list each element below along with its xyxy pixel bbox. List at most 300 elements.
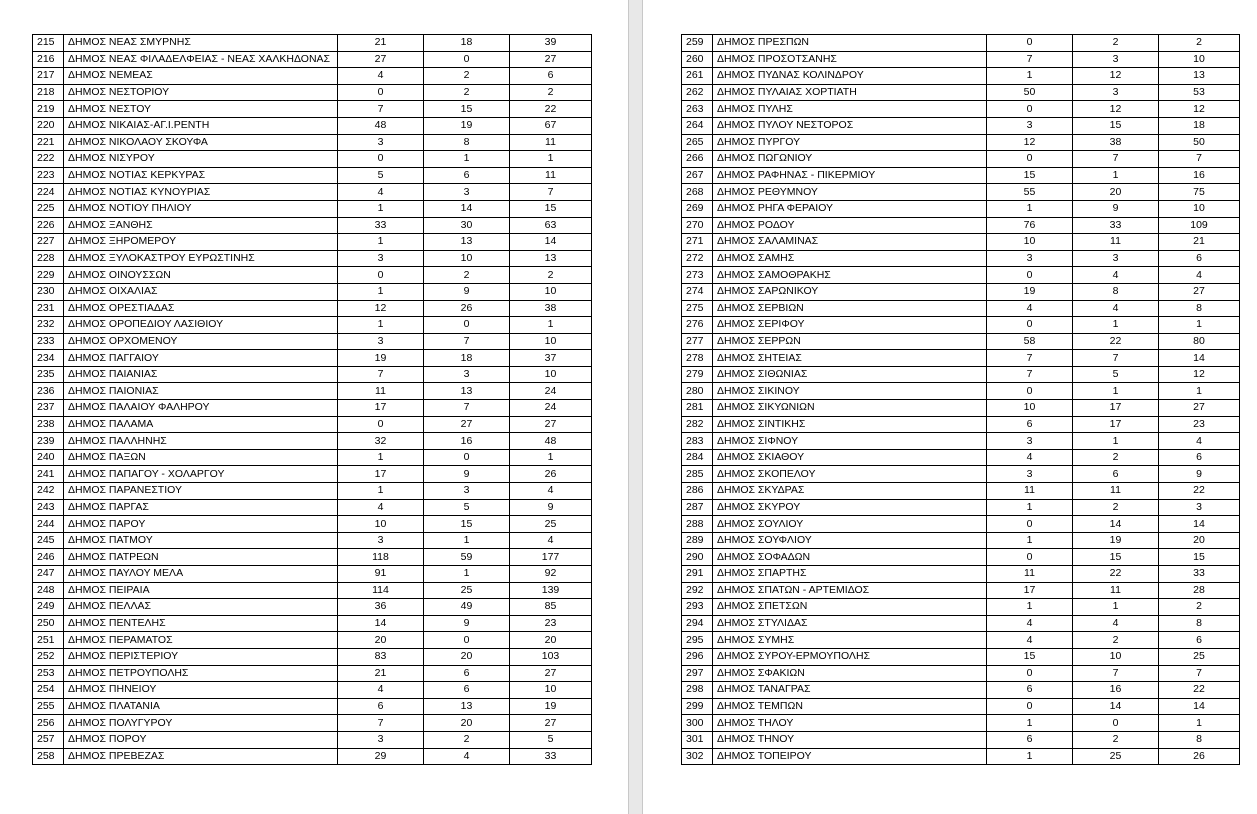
table-row [682, 516, 1240, 533]
municipality-name: ΔΗΜΟΣ ΣΥΡΟΥ-ΕΡΜΟΥΠΟΛΗΣ [713, 648, 987, 665]
municipality-name: ΔΗΜΟΣ ΡΑΦΗΝΑΣ - ΠΙΚΕΡΜΙΟΥ [713, 167, 987, 184]
table-row [682, 433, 1240, 450]
value-col-2: 8 [424, 134, 510, 151]
municipality-name: ΔΗΜΟΣ ΣΑΛΑΜΙΝΑΣ [713, 234, 987, 251]
value-col-2: 20 [424, 648, 510, 665]
value-col-1: 12 [338, 300, 424, 317]
value-col-1: 3 [338, 731, 424, 748]
municipality-name: ΔΗΜΟΣ ΠΥΡΓΟΥ [713, 134, 987, 151]
table-row [33, 234, 592, 251]
municipality-name: ΔΗΜΟΣ ΤΑΝΑΓΡΑΣ [713, 682, 987, 699]
value-col-2: 6 [424, 665, 510, 682]
row-number: 235 [33, 366, 64, 383]
row-number: 299 [682, 698, 713, 715]
value-col-2: 33 [1073, 217, 1159, 234]
row-number: 225 [33, 200, 64, 217]
value-col-2: 7 [1073, 350, 1159, 367]
municipality-name: ΔΗΜΟΣ ΠΑΛΑΙΟΥ ΦΑΛΗΡΟΥ [64, 400, 338, 417]
value-total: 2 [1159, 599, 1240, 616]
municipality-name: ΔΗΜΟΣ ΣΙΚΙΝΟΥ [713, 383, 987, 400]
value-col-1: 91 [338, 566, 424, 583]
table-row [33, 117, 592, 134]
value-col-2: 2 [1073, 632, 1159, 649]
value-col-2: 2 [424, 731, 510, 748]
row-number: 257 [33, 731, 64, 748]
table-row [682, 117, 1240, 134]
value-col-1: 21 [338, 35, 424, 52]
value-col-1: 6 [338, 698, 424, 715]
value-total: 4 [1159, 267, 1240, 284]
municipality-name: ΔΗΜΟΣ ΣΚΥΔΡΑΣ [713, 483, 987, 500]
table-row [33, 184, 592, 201]
row-number: 264 [682, 117, 713, 134]
municipality-table-right [681, 34, 1240, 765]
row-number: 242 [33, 483, 64, 500]
value-total: 63 [510, 217, 592, 234]
value-total: 12 [1159, 366, 1240, 383]
row-number: 270 [682, 217, 713, 234]
value-col-1: 58 [987, 333, 1073, 350]
municipality-name: ΔΗΜΟΣ ΤΕΜΠΩΝ [713, 698, 987, 715]
value-col-2: 2 [424, 84, 510, 101]
row-number: 266 [682, 151, 713, 168]
municipality-name: ΔΗΜΟΣ ΠΑΤΡΕΩΝ [64, 549, 338, 566]
municipality-name: ΔΗΜΟΣ ΣΕΡΙΦΟΥ [713, 317, 987, 334]
row-number: 274 [682, 283, 713, 300]
value-col-1: 3 [338, 333, 424, 350]
value-total: 25 [510, 516, 592, 533]
value-col-1: 0 [338, 84, 424, 101]
value-total: 10 [510, 333, 592, 350]
table-row [682, 499, 1240, 516]
value-total: 21 [1159, 234, 1240, 251]
municipality-name: ΔΗΜΟΣ ΝΕΣΤΟΥ [64, 101, 338, 118]
value-col-1: 114 [338, 582, 424, 599]
row-number: 284 [682, 449, 713, 466]
municipality-name: ΔΗΜΟΣ ΠΑΞΩΝ [64, 449, 338, 466]
value-col-1: 1 [338, 317, 424, 334]
municipality-name: ΔΗΜΟΣ ΣΚΙΑΘΟΥ [713, 449, 987, 466]
value-total: 24 [510, 400, 592, 417]
table-row [33, 35, 592, 52]
value-col-2: 19 [424, 117, 510, 134]
value-col-1: 0 [987, 35, 1073, 52]
row-number: 219 [33, 101, 64, 118]
value-total: 24 [510, 383, 592, 400]
row-number: 247 [33, 566, 64, 583]
value-total: 27 [1159, 283, 1240, 300]
table-row [33, 416, 592, 433]
value-total: 85 [510, 599, 592, 616]
row-number: 231 [33, 300, 64, 317]
row-number: 265 [682, 134, 713, 151]
table-row [33, 748, 592, 765]
value-col-2: 15 [424, 101, 510, 118]
value-col-1: 1 [987, 532, 1073, 549]
row-number: 259 [682, 35, 713, 52]
value-total: 7 [510, 184, 592, 201]
value-total: 4 [510, 483, 592, 500]
municipality-name: ΔΗΜΟΣ ΞΗΡΟΜΕΡΟΥ [64, 234, 338, 251]
value-col-1: 0 [338, 416, 424, 433]
value-total: 14 [1159, 698, 1240, 715]
value-total: 2 [1159, 35, 1240, 52]
value-col-2: 9 [424, 283, 510, 300]
table-row [682, 566, 1240, 583]
municipality-name: ΔΗΜΟΣ ΝΕΜΕΑΣ [64, 68, 338, 85]
value-col-2: 10 [1073, 648, 1159, 665]
value-col-2: 11 [1073, 483, 1159, 500]
value-col-2: 0 [424, 317, 510, 334]
table-row [33, 250, 592, 267]
value-col-2: 4 [1073, 300, 1159, 317]
row-number: 233 [33, 333, 64, 350]
row-number: 294 [682, 615, 713, 632]
municipality-name: ΔΗΜΟΣ ΠΥΔΝΑΣ ΚΟΛΙΝΔΡΟΥ [713, 68, 987, 85]
municipality-name: ΔΗΜΟΣ ΣΚΟΠΕΛΟΥ [713, 466, 987, 483]
value-col-1: 4 [338, 68, 424, 85]
table-row [682, 200, 1240, 217]
table-row [33, 200, 592, 217]
row-number: 240 [33, 449, 64, 466]
table-row [33, 68, 592, 85]
value-total: 33 [1159, 566, 1240, 583]
value-col-2: 59 [424, 549, 510, 566]
municipality-name: ΔΗΜΟΣ ΠΛΑΤΑΝΙΑ [64, 698, 338, 715]
municipality-name: ΔΗΜΟΣ ΤΗΛΟΥ [713, 715, 987, 732]
row-number: 248 [33, 582, 64, 599]
row-number: 216 [33, 51, 64, 68]
value-col-1: 3 [987, 433, 1073, 450]
value-total: 8 [1159, 300, 1240, 317]
municipality-name: ΔΗΜΟΣ ΣΠΑΤΩΝ - ΑΡΤΕΜΙΔΟΣ [713, 582, 987, 599]
value-col-1: 17 [338, 400, 424, 417]
value-col-1: 6 [987, 731, 1073, 748]
row-number: 217 [33, 68, 64, 85]
value-total: 27 [1159, 400, 1240, 417]
municipality-name: ΔΗΜΟΣ ΣΕΡΒΙΩΝ [713, 300, 987, 317]
table-row [682, 731, 1240, 748]
value-col-1: 20 [338, 632, 424, 649]
value-total: 8 [1159, 731, 1240, 748]
value-total: 22 [1159, 682, 1240, 699]
value-col-1: 1 [987, 68, 1073, 85]
row-number: 255 [33, 698, 64, 715]
value-col-1: 50 [987, 84, 1073, 101]
table-row [33, 532, 592, 549]
value-col-1: 7 [338, 101, 424, 118]
value-col-2: 12 [1073, 68, 1159, 85]
value-total: 7 [1159, 665, 1240, 682]
municipality-name: ΔΗΜΟΣ ΣΙΚΥΩΝΙΩΝ [713, 400, 987, 417]
value-col-1: 1 [338, 200, 424, 217]
municipality-name: ΔΗΜΟΣ ΝΕΑΣ ΣΜΥΡΝΗΣ [64, 35, 338, 52]
table-row [682, 300, 1240, 317]
municipality-name: ΔΗΜΟΣ ΝΙΚΟΛΑΟΥ ΣΚΟΥΦΑ [64, 134, 338, 151]
value-col-1: 7 [987, 350, 1073, 367]
value-total: 39 [510, 35, 592, 52]
value-col-1: 1 [987, 748, 1073, 765]
table-row [33, 715, 592, 732]
table-row [682, 35, 1240, 52]
row-number: 258 [33, 748, 64, 765]
table-row [33, 499, 592, 516]
value-col-2: 20 [1073, 184, 1159, 201]
value-col-1: 10 [338, 516, 424, 533]
row-number: 279 [682, 366, 713, 383]
value-col-2: 14 [1073, 516, 1159, 533]
row-number: 292 [682, 582, 713, 599]
municipality-name: ΔΗΜΟΣ ΠΥΛΟΥ ΝΕΣΤΟΡΟΣ [713, 117, 987, 134]
document-page-left [0, 0, 628, 814]
value-col-2: 11 [1073, 234, 1159, 251]
value-col-2: 0 [424, 632, 510, 649]
value-total: 33 [510, 748, 592, 765]
municipality-name: ΔΗΜΟΣ ΣΗΤΕΙΑΣ [713, 350, 987, 367]
value-col-1: 4 [338, 499, 424, 516]
value-total: 28 [1159, 582, 1240, 599]
row-number: 249 [33, 599, 64, 616]
row-number: 262 [682, 84, 713, 101]
value-col-2: 17 [1073, 416, 1159, 433]
row-number: 271 [682, 234, 713, 251]
table-row [33, 632, 592, 649]
value-col-2: 20 [424, 715, 510, 732]
value-col-1: 11 [987, 566, 1073, 583]
row-number: 286 [682, 483, 713, 500]
value-col-2: 3 [1073, 84, 1159, 101]
table-row [682, 250, 1240, 267]
value-total: 1 [510, 449, 592, 466]
table-row [33, 84, 592, 101]
table-row [682, 184, 1240, 201]
table-row [33, 267, 592, 284]
municipality-name: ΔΗΜΟΣ ΞΥΛΟΚΑΣΤΡΟΥ ΕΥΡΩΣΤΙΝΗΣ [64, 250, 338, 267]
table-row [33, 134, 592, 151]
value-col-1: 7 [338, 715, 424, 732]
value-col-1: 6 [987, 682, 1073, 699]
value-col-1: 4 [338, 682, 424, 699]
value-col-1: 1 [987, 715, 1073, 732]
value-total: 10 [1159, 200, 1240, 217]
table-row [682, 267, 1240, 284]
value-col-2: 6 [424, 682, 510, 699]
table-row [682, 333, 1240, 350]
value-total: 13 [1159, 68, 1240, 85]
value-col-2: 12 [1073, 101, 1159, 118]
value-total: 14 [1159, 516, 1240, 533]
table-row [682, 134, 1240, 151]
row-number: 281 [682, 400, 713, 417]
value-total: 18 [1159, 117, 1240, 134]
value-col-1: 1 [338, 234, 424, 251]
value-col-1: 0 [987, 698, 1073, 715]
value-col-1: 55 [987, 184, 1073, 201]
municipality-name: ΔΗΜΟΣ ΠΥΛΗΣ [713, 101, 987, 118]
value-col-2: 1 [1073, 433, 1159, 450]
value-col-2: 15 [1073, 549, 1159, 566]
value-col-1: 3 [338, 532, 424, 549]
value-col-1: 0 [987, 383, 1073, 400]
table-row [33, 433, 592, 450]
value-total: 2 [510, 267, 592, 284]
row-number: 229 [33, 267, 64, 284]
municipality-name: ΔΗΜΟΣ ΝΟΤΙΟΥ ΠΗΛΙΟΥ [64, 200, 338, 217]
municipality-name: ΔΗΜΟΣ ΝΙΚΑΙΑΣ-ΑΓ.Ι.ΡΕΝΤΗ [64, 117, 338, 134]
municipality-name: ΔΗΜΟΣ ΠΑΙΟΝΙΑΣ [64, 383, 338, 400]
value-col-1: 0 [338, 267, 424, 284]
value-total: 13 [510, 250, 592, 267]
row-number: 272 [682, 250, 713, 267]
row-number: 293 [682, 599, 713, 616]
table-row [33, 350, 592, 367]
value-col-1: 83 [338, 648, 424, 665]
value-col-2: 14 [424, 200, 510, 217]
value-col-1: 3 [987, 250, 1073, 267]
document-page-right [643, 0, 1257, 814]
value-col-2: 9 [424, 466, 510, 483]
value-col-1: 11 [987, 483, 1073, 500]
value-col-1: 3 [987, 117, 1073, 134]
value-col-2: 1 [1073, 599, 1159, 616]
row-number: 287 [682, 499, 713, 516]
municipality-name: ΔΗΜΟΣ ΝΕΑΣ ΦΙΛΑΔΕΛΦΕΙΑΣ - ΝΕΑΣ ΧΑΛΚΗΔΟΝΑΣ [64, 51, 338, 68]
row-number: 269 [682, 200, 713, 217]
value-col-2: 3 [1073, 250, 1159, 267]
value-col-1: 0 [987, 151, 1073, 168]
table-row [682, 532, 1240, 549]
municipality-name: ΔΗΜΟΣ ΡΗΓΑ ΦΕΡΑΙΟΥ [713, 200, 987, 217]
value-col-2: 13 [424, 698, 510, 715]
municipality-name: ΔΗΜΟΣ ΝΕΣΤΟΡΙΟΥ [64, 84, 338, 101]
value-col-1: 4 [987, 449, 1073, 466]
municipality-name: ΔΗΜΟΣ ΣΟΥΦΛΙΟΥ [713, 532, 987, 549]
value-col-2: 3 [1073, 51, 1159, 68]
value-total: 3 [1159, 499, 1240, 516]
value-col-1: 4 [987, 300, 1073, 317]
value-total: 1 [1159, 317, 1240, 334]
municipality-name: ΔΗΜΟΣ ΠΑΛΛΗΝΗΣ [64, 433, 338, 450]
row-number: 268 [682, 184, 713, 201]
row-number: 302 [682, 748, 713, 765]
table-row [682, 715, 1240, 732]
value-col-2: 1 [424, 566, 510, 583]
value-total: 15 [1159, 549, 1240, 566]
table-row [33, 516, 592, 533]
value-col-1: 0 [987, 549, 1073, 566]
value-col-2: 3 [424, 366, 510, 383]
value-total: 1 [510, 151, 592, 168]
value-total: 6 [510, 68, 592, 85]
value-total: 6 [1159, 250, 1240, 267]
value-total: 27 [510, 665, 592, 682]
table-row [33, 51, 592, 68]
table-row [682, 466, 1240, 483]
value-total: 22 [510, 101, 592, 118]
municipality-name: ΔΗΜΟΣ ΠΑΥΛΟΥ ΜΕΛΑ [64, 566, 338, 583]
value-total: 75 [1159, 184, 1240, 201]
value-total: 37 [510, 350, 592, 367]
row-number: 256 [33, 715, 64, 732]
row-number: 296 [682, 648, 713, 665]
value-col-2: 22 [1073, 566, 1159, 583]
value-col-2: 1 [1073, 317, 1159, 334]
value-total: 139 [510, 582, 592, 599]
value-total: 109 [1159, 217, 1240, 234]
value-total: 1 [510, 317, 592, 334]
value-col-2: 14 [1073, 698, 1159, 715]
municipality-name: ΔΗΜΟΣ ΣΠΑΡΤΗΣ [713, 566, 987, 583]
table-row [33, 731, 592, 748]
value-total: 1 [1159, 715, 1240, 732]
value-col-2: 5 [424, 499, 510, 516]
row-number: 228 [33, 250, 64, 267]
value-total: 6 [1159, 449, 1240, 466]
row-number: 295 [682, 632, 713, 649]
municipality-name: ΔΗΜΟΣ ΠΟΡΟΥ [64, 731, 338, 748]
table-row [682, 217, 1240, 234]
value-total: 38 [510, 300, 592, 317]
row-number: 227 [33, 234, 64, 251]
value-col-2: 19 [1073, 532, 1159, 549]
municipality-name: ΔΗΜΟΣ ΝΟΤΙΑΣ ΚΕΡΚΥΡΑΣ [64, 167, 338, 184]
value-col-1: 1 [987, 599, 1073, 616]
municipality-name: ΔΗΜΟΣ ΟΡΕΣΤΙΑΔΑΣ [64, 300, 338, 317]
value-total: 177 [510, 549, 592, 566]
value-col-1: 36 [338, 599, 424, 616]
value-total: 1 [1159, 383, 1240, 400]
value-total: 20 [510, 632, 592, 649]
value-col-1: 0 [987, 516, 1073, 533]
table-row [33, 549, 592, 566]
value-col-1: 3 [987, 466, 1073, 483]
value-total: 26 [510, 466, 592, 483]
row-number: 234 [33, 350, 64, 367]
value-col-1: 1 [987, 499, 1073, 516]
value-col-2: 22 [1073, 333, 1159, 350]
table-row [682, 682, 1240, 699]
value-total: 10 [510, 682, 592, 699]
table-row [682, 366, 1240, 383]
table-row [33, 167, 592, 184]
table-row [682, 234, 1240, 251]
value-col-2: 18 [424, 350, 510, 367]
table-row [682, 151, 1240, 168]
row-number: 245 [33, 532, 64, 549]
municipality-name: ΔΗΜΟΣ ΟΡΧΟΜΕΝΟΥ [64, 333, 338, 350]
table-row [33, 317, 592, 334]
table-row [682, 400, 1240, 417]
municipality-name: ΔΗΜΟΣ ΝΙΣΥΡΟΥ [64, 151, 338, 168]
value-col-1: 0 [987, 317, 1073, 334]
row-number: 301 [682, 731, 713, 748]
value-col-2: 10 [424, 250, 510, 267]
row-number: 241 [33, 466, 64, 483]
row-number: 277 [682, 333, 713, 350]
municipality-name: ΔΗΜΟΣ ΠΑΠΑΓΟΥ - ΧΟΛΑΡΓΟΥ [64, 466, 338, 483]
municipality-name: ΔΗΜΟΣ ΟΙΝΟΥΣΣΩΝ [64, 267, 338, 284]
row-number: 276 [682, 317, 713, 334]
row-number: 239 [33, 433, 64, 450]
row-number: 298 [682, 682, 713, 699]
value-col-2: 2 [424, 267, 510, 284]
value-col-1: 6 [987, 416, 1073, 433]
municipality-name: ΔΗΜΟΣ ΣΑΡΩΝΙΚΟΥ [713, 283, 987, 300]
value-col-1: 1 [338, 283, 424, 300]
value-col-2: 26 [424, 300, 510, 317]
value-col-2: 7 [1073, 665, 1159, 682]
value-col-1: 76 [987, 217, 1073, 234]
